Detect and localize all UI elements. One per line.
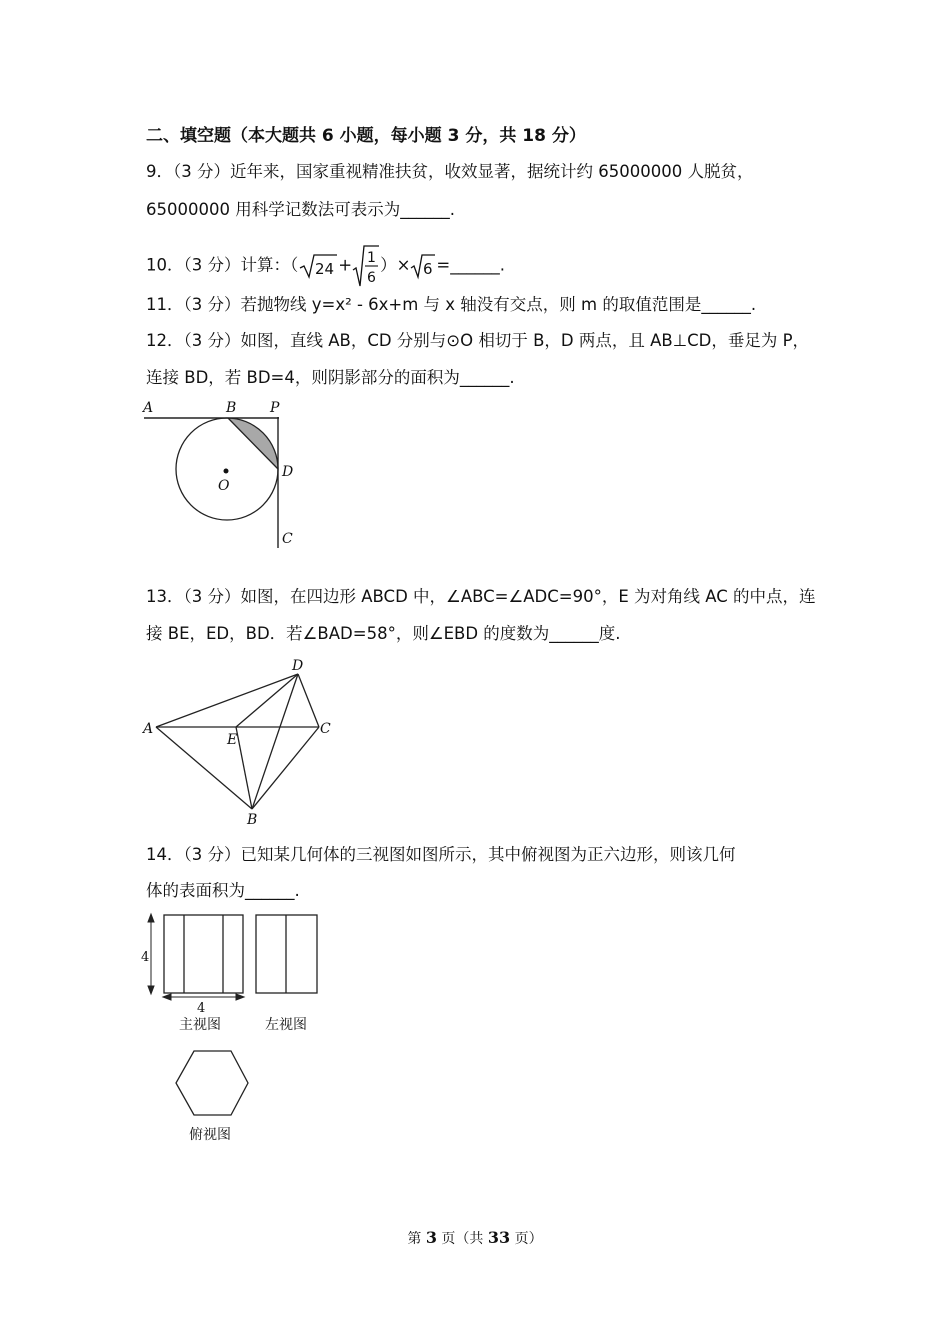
q13-line2: 接 BE，ED，BD．若∠BAD=58°，则∠EBD 的度数为______度. <box>146 624 621 643</box>
front-view <box>164 915 243 993</box>
page-footer <box>0 1228 950 1248</box>
label-a: A <box>143 721 154 737</box>
left-view-label: 左视图 <box>265 1017 307 1033</box>
label-d: D <box>292 658 304 674</box>
q11-text: 11．（3 分）若抛物线 y=x² - 6x+m 与 x 轴没有交点，则 m 的取值范围是______. <box>146 295 757 314</box>
q12-line2: 连接 BD，若 BD=4，则阴影部分的面积为______. <box>146 368 515 387</box>
top-view-hexagon <box>176 1051 248 1115</box>
q10-plus: + <box>338 255 353 275</box>
front-view-label: 主视图 <box>179 1017 221 1033</box>
label-b: B <box>247 812 258 827</box>
q10-frac-num: 1 <box>367 250 376 266</box>
q10-times: ）× <box>380 255 411 275</box>
q14-three-views-figure <box>138 905 338 1150</box>
dim-width: 4 <box>197 1001 206 1016</box>
section-heading: 二、填空题（本大题共 6 小题，每小题 3 分，共 18 分） <box>146 126 586 146</box>
label-e: E <box>227 732 238 748</box>
q10-line <box>146 244 505 288</box>
q13-line1: 13．（3 分）如图，在四边形 ABCD 中，∠ABC=∠ADC=90°，E 为对角线 AC 的中点，连 <box>146 587 816 606</box>
sqrt-sign-icon <box>410 252 436 280</box>
dim-height: 4 <box>141 950 150 965</box>
q10-frac-den: 6 <box>367 270 376 286</box>
label-c: C <box>320 721 331 737</box>
top-view-label: 俯视图 <box>189 1127 231 1143</box>
q10-radicand2: 6 <box>423 260 433 278</box>
label-c: C <box>282 531 293 547</box>
label-d: D <box>282 464 294 480</box>
q14-line2: 体的表面积为______. <box>146 881 300 900</box>
label-a: A <box>143 400 154 416</box>
footer-page-number: 3 <box>425 1228 437 1247</box>
center-point <box>224 469 229 474</box>
label-b: B <box>226 400 237 416</box>
sqrt-sign-icon <box>298 252 338 280</box>
label-p: P <box>270 400 280 416</box>
q14-line1: 14．（3 分）已知某几何体的三视图如图所示，其中俯视图为正六边形，则该几何 <box>146 845 736 864</box>
q12-circle-figure <box>140 395 310 555</box>
q13-quadrilateral-figure <box>140 652 340 827</box>
footer-middle: 页（共 <box>436 1231 488 1247</box>
q10-suffix: =______. <box>436 255 505 275</box>
q12-line1: 12．（3 分）如图，直线 AB，CD 分别与⊙O 相切于 B，D 两点，且 AB⊥CD，垂足为 P， <box>146 331 810 350</box>
footer-prefix: 第 <box>407 1231 426 1247</box>
width-dimension <box>163 994 244 1000</box>
left-view <box>256 915 317 993</box>
label-o: O <box>218 478 230 494</box>
footer-suffix: 页） <box>510 1231 543 1247</box>
q10-radicand1: 24 <box>315 260 335 278</box>
q9-line1: 9．（3 分）近年来，国家重视精准扶贫，收效显著，据统计约 65000000 人脱贫， <box>146 162 754 181</box>
q9-line2: 65000000 用科学记数法可表示为______. <box>146 200 455 219</box>
footer-total-pages: 33 <box>487 1228 511 1247</box>
sqrt-fraction-icon <box>352 244 380 288</box>
q10-prefix: 10．（3 分）计算：（ <box>146 255 299 275</box>
